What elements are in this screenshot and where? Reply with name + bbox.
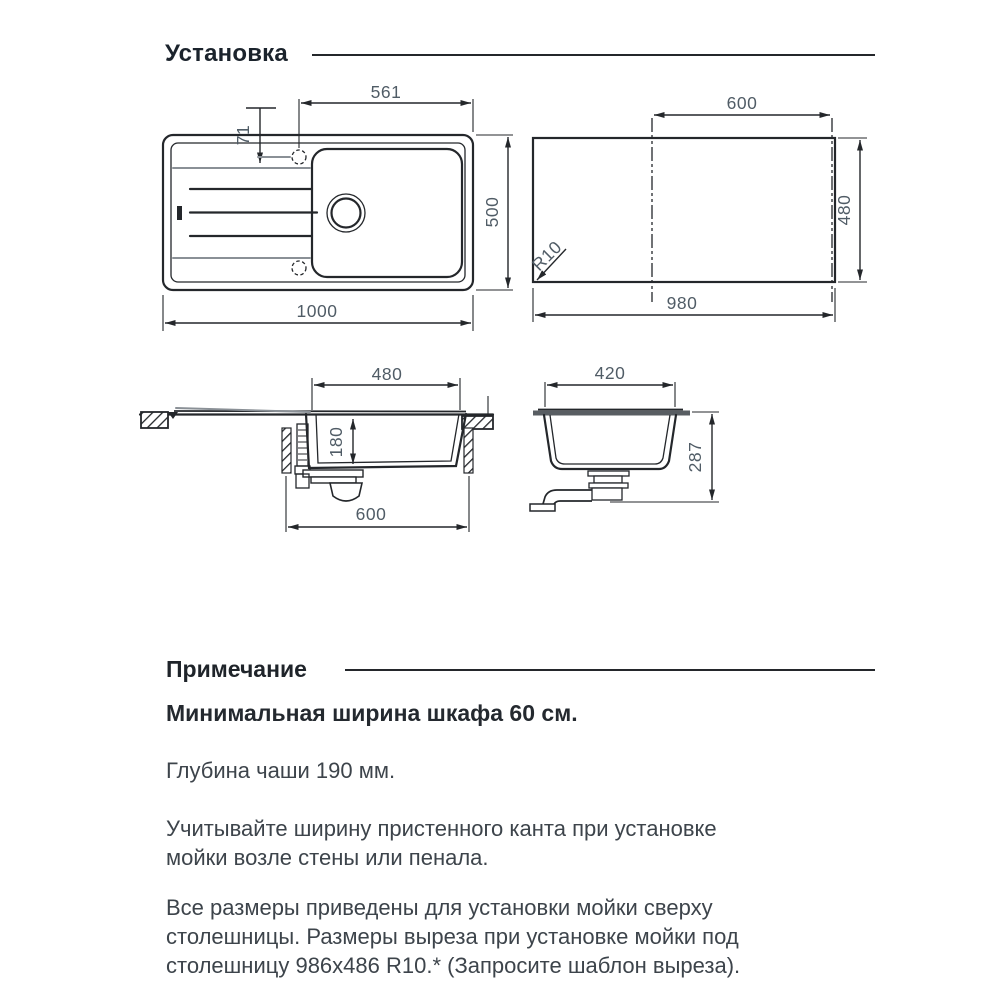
dim-480-bowl (312, 364, 460, 410)
drain-fitting (588, 471, 629, 500)
dim-label-corner-radius: R10 (527, 236, 566, 275)
note-mounting-line-3: столешницу 986x486 R10.* (Запросите шаблон выреза). (166, 953, 741, 978)
dim-600-cabinet (654, 93, 830, 115)
dim-label-tap-offset: 71 (233, 124, 253, 146)
dim-420 (545, 363, 675, 407)
dim-label-cutout-length: 980 (666, 293, 698, 313)
siphon-cup (330, 483, 362, 501)
countertop-section-right (462, 416, 493, 429)
countertop-section-left (141, 412, 168, 428)
sink-rim-profile (174, 411, 466, 412)
dim-180 (326, 419, 353, 464)
drawing-cutout-view (528, 93, 867, 322)
cutout-outline (533, 138, 835, 282)
dim-label-overall-length: 1000 (296, 301, 338, 321)
overflow-mark (177, 206, 182, 220)
note-mounting-line-2: столешницы. Размеры выреза при установке мойки под (166, 924, 739, 949)
dim-label-cabinet-width: 600 (726, 93, 758, 113)
note-wall-clearance (166, 814, 717, 872)
note-mounting (166, 893, 740, 980)
drawing-top-view (163, 82, 513, 331)
dim-label-bowl-width-side: 480 (371, 364, 403, 384)
sink-bowl-outline (312, 149, 462, 277)
dim-980 (533, 288, 835, 322)
notes-heading-rule (345, 669, 875, 671)
dim-label-bowl-depth: 180 (326, 426, 346, 458)
tap-hole-bottom (292, 261, 306, 275)
drainboard-grooves (173, 168, 317, 258)
notes-heading: Примечание (166, 656, 307, 682)
drain-outer-circle (327, 194, 365, 232)
dim-label-cutout-depth: 480 (834, 194, 854, 226)
dim-label-overall-depth: 500 (482, 196, 502, 228)
dim-label-cabinet-width-side: 600 (355, 504, 387, 524)
bowl-cross-outer (544, 415, 676, 469)
drawing-side-section (140, 364, 493, 532)
dim-label-install-depth: 287 (685, 441, 705, 473)
dim-500 (476, 135, 513, 290)
outlet-pipe (530, 490, 592, 511)
note-wall-clearance-line-1: Учитывайте ширину пристенного канта при установке (166, 816, 717, 841)
dim-1000 (163, 295, 473, 331)
note-mounting-line-1: Все размеры приведены для установки мойки сверху (166, 895, 713, 920)
cabinet-wall-right (464, 428, 473, 473)
cabinet-wall-left (282, 428, 291, 473)
dim-480-cutout (834, 138, 867, 282)
section-title: Установка (165, 40, 288, 67)
bowl-cross-inner (550, 415, 670, 464)
tap-hole-top (292, 150, 306, 164)
drawing-cross-section (530, 363, 719, 511)
dim-561 (299, 82, 473, 148)
dim-label-bowl-width-cross: 420 (594, 363, 626, 383)
dim-600-side (286, 476, 469, 532)
note-wall-clearance-line-2: мойки возле стены или пенала. (166, 845, 489, 870)
dim-label-bowl-to-edge: 561 (370, 82, 402, 102)
drain-inner-circle (332, 199, 361, 228)
note-bowl-depth: Глубина чаши 190 мм. (166, 758, 396, 783)
note-min-cabinet-width: Минимальная ширина шкафа 60 см. (166, 700, 578, 726)
